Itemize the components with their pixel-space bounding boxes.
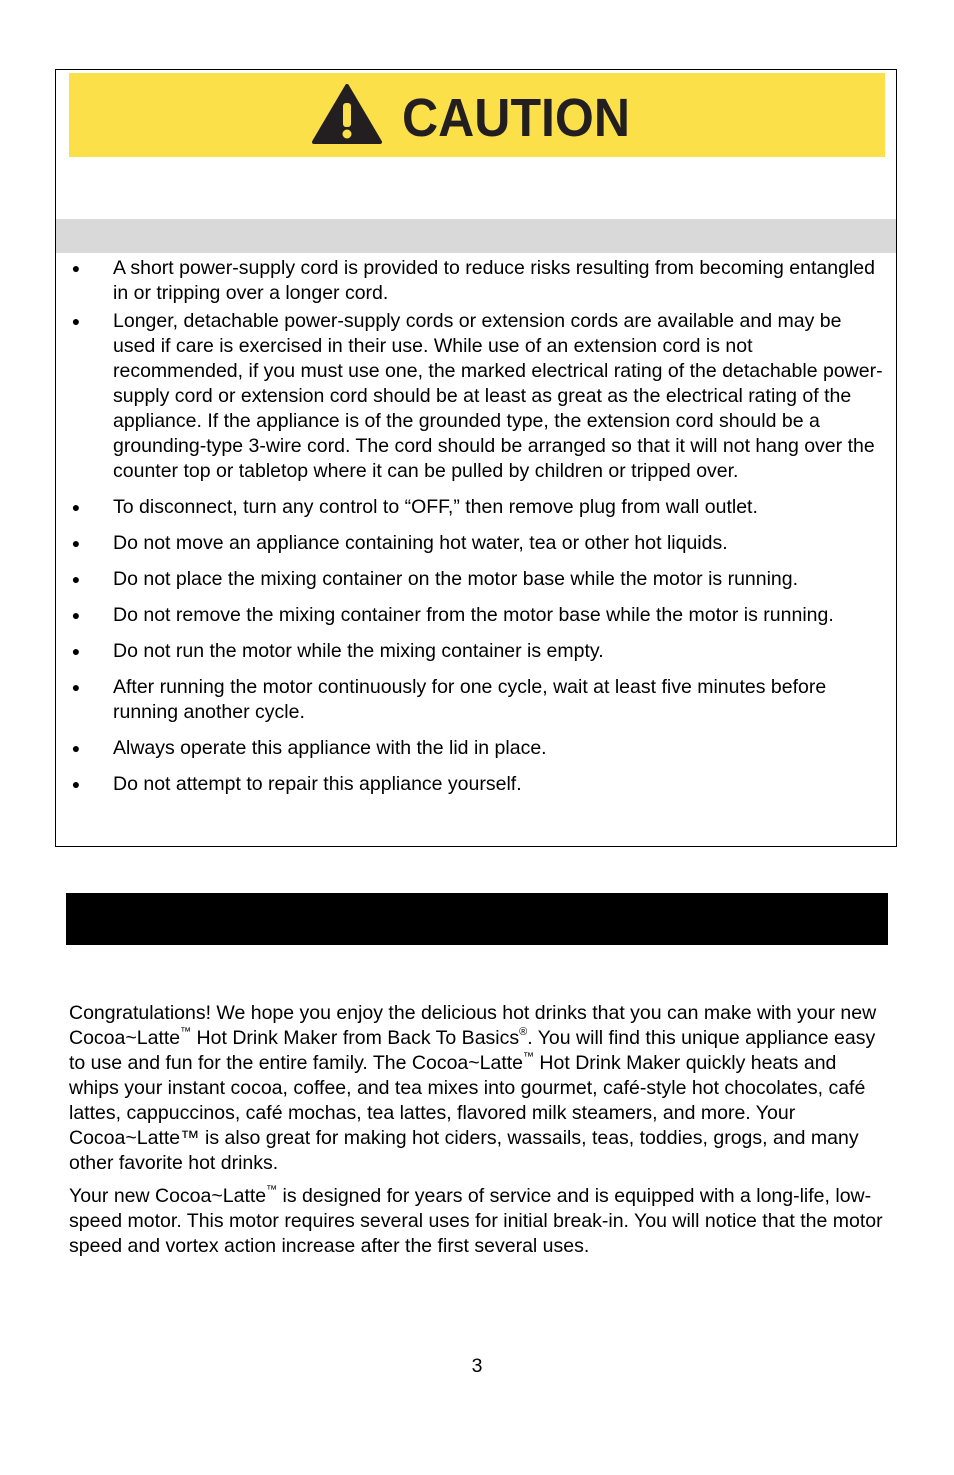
warning-triangle-icon	[314, 86, 380, 142]
intro-paragraph: Congratulations! We hope you enjoy the delicious hot drinks that you can make with your new Cocoa~Latte™ Hot Drink Maker from Back To Basics®. You will find this unique appliance easy to use and fun for the entire family. The Cocoa~Latte™ Hot Drink Maker quickly heats and whips your instant cocoa, coffee, and tea mixes into gourmet, café-style hot chocolates, café lattes, cappuccinos, café mochas, tea lattes, flavored milk steamers, and more. Your Cocoa~Latte™ is also great for making hot ciders, wassails, teas, toddies, grogs, and many other favorite hot drinks.	[69, 1002, 877, 1174]
list-item: ● Do not run the motor while the mixing container is empty.	[71, 640, 604, 662]
list-item: ● Longer, detachable power-supply cords or extension cords are available and may be used if care is exercised in their use. While use of an extension cord is not recommended, if you must use one, the marked electrical rating of the detachable power-supply cord or extension cord should be at least as great as the electrical rating of the appliance. If the appliance is of the grounded type, the extension cord should be a grounding-type 3-wire cord. The cord should be arranged so that it will not hang over the counter top or tabletop where it can be pulled by children or tripped over.	[71, 310, 883, 482]
caution-subheader-band	[56, 219, 896, 253]
bullet-icon: ●	[71, 260, 81, 276]
section-header-bar	[66, 893, 888, 945]
caution-list	[56, 256, 896, 797]
caution-banner	[69, 73, 885, 157]
list-item: ● Always operate this appliance with the lid in place.	[71, 737, 547, 759]
list-item: ● Do not remove the mixing container from the motor base while the motor is running.	[71, 604, 834, 626]
bullet-icon: ●	[71, 776, 81, 792]
caution-box	[55, 69, 897, 847]
bullet-icon: ●	[71, 679, 81, 695]
caution-title: CAUTION	[402, 88, 630, 147]
list-item: ● After running the motor continuously for one cycle, wait at least five minutes before running another cycle.	[71, 676, 827, 723]
bullet-icon: ●	[71, 607, 81, 623]
bullet-icon: ●	[71, 740, 81, 756]
list-item: ● Do not move an appliance containing hot water, tea or other hot liquids.	[71, 532, 728, 554]
list-item: ● Do not place the mixing container on the motor base while the motor is running.	[71, 568, 799, 590]
bullet-icon: ●	[71, 535, 81, 551]
list-item: ● A short power-supply cord is provided to reduce risks resulting from becoming entangled in or tripping over a longer cord.	[71, 257, 875, 304]
bullet-icon: ●	[71, 571, 81, 587]
page-number: 3	[471, 1355, 483, 1377]
list-item: ● To disconnect, turn any control to “OFF,” then remove plug from wall outlet.	[71, 496, 758, 518]
bullet-icon: ●	[71, 499, 81, 515]
list-item: ● Do not attempt to repair this appliance yourself.	[71, 773, 522, 795]
bullet-icon: ●	[71, 643, 81, 659]
caution-logo	[312, 83, 642, 147]
intro-paragraph: Your new Cocoa~Latte™ is designed for years of service and is equipped with a long-life, low-speed motor. This motor requires several uses for initial break-in. You will notice that the motor speed and vortex action increase after the first several uses.	[69, 1184, 883, 1257]
bullet-icon: ●	[71, 313, 81, 329]
intro-text	[69, 1001, 891, 1267]
